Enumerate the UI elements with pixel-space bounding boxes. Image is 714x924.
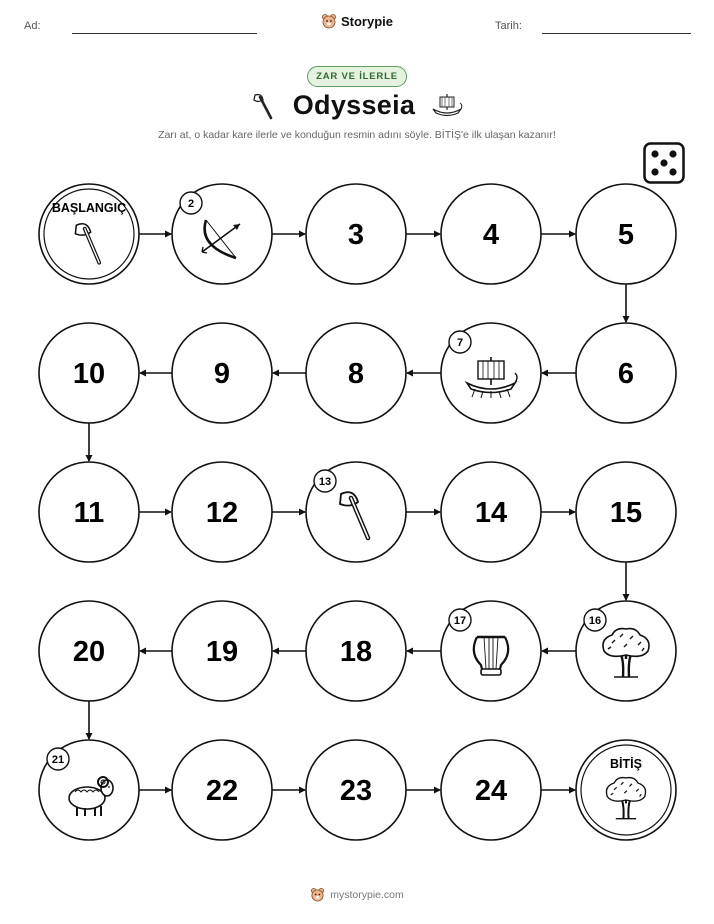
board-cell-24 — [441, 740, 541, 840]
cell-number: 8 — [347, 358, 365, 390]
cell-number: 3 — [347, 219, 365, 251]
cell-number: 17 — [453, 615, 467, 627]
board-cell-6 — [576, 323, 676, 423]
board-cell-22 — [172, 740, 272, 840]
cell-number: 10 — [72, 358, 106, 390]
cell-number: 23 — [339, 775, 373, 807]
board-cell-13 — [306, 462, 406, 562]
cell-number: 4 — [482, 219, 500, 251]
board-cell-7 — [441, 323, 541, 423]
board-cell-17 — [441, 601, 541, 701]
board-cell-25 — [576, 740, 676, 840]
cell-number: 20 — [72, 636, 106, 668]
cell-number: 21 — [51, 754, 65, 766]
footer — [0, 887, 714, 902]
board-cell-9 — [172, 323, 272, 423]
cell-number: 13 — [318, 476, 332, 488]
cell-number: 6 — [617, 358, 635, 390]
cell-number: 12 — [205, 497, 239, 529]
board-cell-23 — [306, 740, 406, 840]
cell-number: 5 — [617, 219, 635, 251]
cell-number: 11 — [73, 497, 105, 529]
cell-number: 7 — [456, 337, 464, 349]
board-cell-16 — [576, 601, 676, 701]
footer-site: mystorypie.com — [330, 888, 404, 901]
cell-number: 2 — [187, 198, 195, 210]
cell-number: 18 — [339, 636, 373, 668]
board-cell-5 — [576, 184, 676, 284]
board-cell-2 — [172, 184, 272, 284]
board-cell-4 — [441, 184, 541, 284]
cell-number: 22 — [205, 775, 239, 807]
cell-number: 19 — [205, 636, 239, 668]
cell-number: 16 — [588, 615, 602, 627]
brand-name: Storypie — [340, 13, 393, 29]
start-label: BAŞLANGIÇ — [51, 201, 127, 215]
board-cell-10 — [39, 323, 139, 423]
cell-number: 9 — [213, 358, 231, 390]
name-label: Ad: — [24, 20, 41, 32]
finish-label: BİTİŞ — [610, 757, 642, 771]
game-type-badge: ZAR VE İLERLE — [307, 66, 407, 87]
board-cell-12 — [172, 462, 272, 562]
board-cell-11 — [39, 462, 139, 562]
cell-number: 15 — [609, 497, 643, 529]
board-cell-20 — [39, 601, 139, 701]
board-cell-3 — [306, 184, 406, 284]
board-cell-14 — [441, 462, 541, 562]
instructions-text: Zarı at, o kadar kare ilerle ve konduğun resmin adını söyle. BİTİŞ'e ilk ulaşan kazanır! — [158, 129, 556, 141]
date-label: Tarih: — [495, 20, 522, 32]
cell-number: 14 — [474, 497, 508, 529]
board-cell-15 — [576, 462, 676, 562]
cell-number: 24 — [474, 775, 508, 807]
board-cell-21 — [39, 740, 139, 840]
page-title: Odysseia — [292, 90, 416, 120]
board-cell-1 — [39, 184, 139, 284]
board-cell-18 — [306, 601, 406, 701]
board-cell-8 — [306, 323, 406, 423]
bear-logo-icon — [310, 887, 325, 902]
board-cell-19 — [172, 601, 272, 701]
